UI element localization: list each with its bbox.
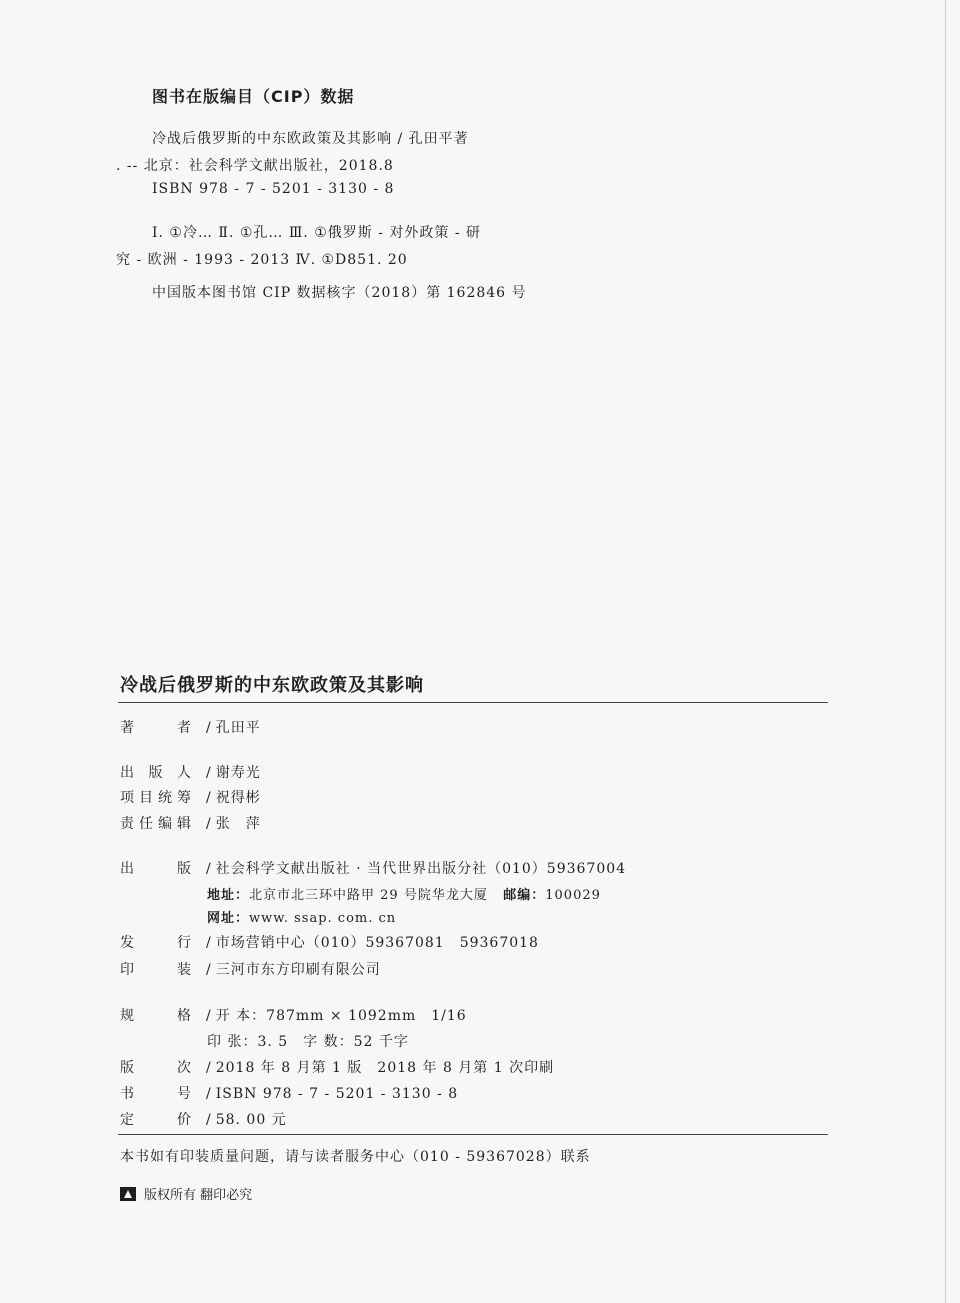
credit-label: 出 版 人 [120, 765, 192, 781]
quality-notice: 本书如有印装质量问题，请与读者服务中心（010 - 59367028）联系 [120, 1149, 591, 1165]
credit-author: 著 者 / 孔田平 [120, 717, 261, 737]
price-value: 58. 00 元 [215, 1112, 287, 1128]
publisher-website: www. ssap. com. cn [249, 911, 397, 926]
publisher-logo-icon [120, 1187, 136, 1201]
footer-rule [118, 1134, 828, 1135]
specs-format: 开 本：787mm × 1092mm 1/16 [215, 1008, 467, 1024]
publisher-address: 北京市北三环中路甲 29 号院华龙大厦 [249, 888, 488, 903]
edition-label: 版 次 [120, 1060, 192, 1076]
publisher-address-row: 地址：北京市北三环中路甲 29 号院华龙大厦 邮编：100029 [207, 888, 601, 903]
credit-label: 责任编辑 [120, 816, 192, 832]
cip-publisher-line: . -- 北京：社会科学文献出版社，2018.8 [116, 158, 394, 174]
credit-editor: 责任编辑 / 张 萍 [120, 813, 261, 833]
cip-isbn-line: ISBN 978 - 7 - 5201 - 3130 - 8 [152, 181, 395, 197]
title-rule [118, 702, 828, 703]
rights-text: 版权所有 翻印必究 [144, 1188, 253, 1203]
publisher-value: 社会科学文献出版社 · 当代世界出版分社（010）59367004 [215, 861, 627, 877]
publisher-postcode: 100029 [545, 888, 601, 903]
cip-subject-line-2: 究 - 欧洲 - 1993 - 2013 Ⅳ. ①D851. 20 [116, 252, 408, 268]
edition-row: 版 次 / 2018 年 8 月第 1 版 2018 年 8 月第 1 次印刷 [120, 1057, 554, 1077]
credit-label: 项目统筹 [120, 790, 192, 806]
credit-publisher-head: 出 版 人 / 谢寿光 [120, 762, 261, 782]
printing-row: 印 装 / 三河市东方印刷有限公司 [120, 959, 381, 979]
distribution-label: 发 行 [120, 935, 192, 951]
isbn-value: ISBN 978 - 7 - 5201 - 3130 - 8 [215, 1086, 459, 1102]
printing-value: 三河市东方印刷有限公司 [215, 962, 381, 978]
publisher-row: 出 版 / 社会科学文献出版社 · 当代世界出版分社（010）59367004 [120, 858, 626, 878]
edition-value: 2018 年 8 月第 1 版 2018 年 8 月第 1 次印刷 [215, 1060, 555, 1076]
credit-value: 谢寿光 [215, 765, 261, 781]
page-edge [945, 0, 946, 1303]
credit-project-lead: 项目统筹 / 祝得彬 [120, 787, 261, 807]
book-title: 冷战后俄罗斯的中东欧政策及其影响 [120, 675, 424, 696]
printing-label: 印 装 [120, 962, 192, 978]
specs-sheets: 印 张：3. 5 字 数：52 千字 [207, 1034, 409, 1050]
price-label: 定 价 [120, 1112, 192, 1128]
cip-heading: 图书在版编目（CIP）数据 [152, 87, 355, 106]
rights-line [120, 1184, 252, 1203]
distribution-value: 市场营销中心（010）59367081 59367018 [215, 935, 539, 951]
price-row: 定 价 / 58. 00 元 [120, 1109, 287, 1129]
isbn-label: 书 号 [120, 1086, 192, 1102]
cip-record-number: 中国版本图书馆 CIP 数据核字（2018）第 162846 号 [152, 285, 527, 301]
isbn-row: 书 号 / ISBN 978 - 7 - 5201 - 3130 - 8 [120, 1083, 458, 1103]
cip-subject-line-1: Ⅰ. ①冷… Ⅱ. ①孔… Ⅲ. ①俄罗斯 - 对外政策 - 研 [152, 225, 482, 241]
credit-label: 著 者 [120, 720, 192, 736]
cip-title-line: 冷战后俄罗斯的中东欧政策及其影响 / 孔田平著 [152, 131, 469, 147]
specs-row: 规 格 / 开 本：787mm × 1092mm 1/16 [120, 1005, 467, 1025]
credit-value: 张 萍 [215, 816, 261, 832]
credit-value: 祝得彬 [215, 790, 261, 806]
credit-value: 孔田平 [215, 720, 261, 736]
distribution-row: 发 行 / 市场营销中心（010）59367081 59367018 [120, 932, 539, 952]
specs-label: 规 格 [120, 1008, 192, 1024]
publisher-label: 出 版 [120, 861, 192, 877]
publisher-website-row: 网址：www. ssap. com. cn [207, 911, 397, 926]
